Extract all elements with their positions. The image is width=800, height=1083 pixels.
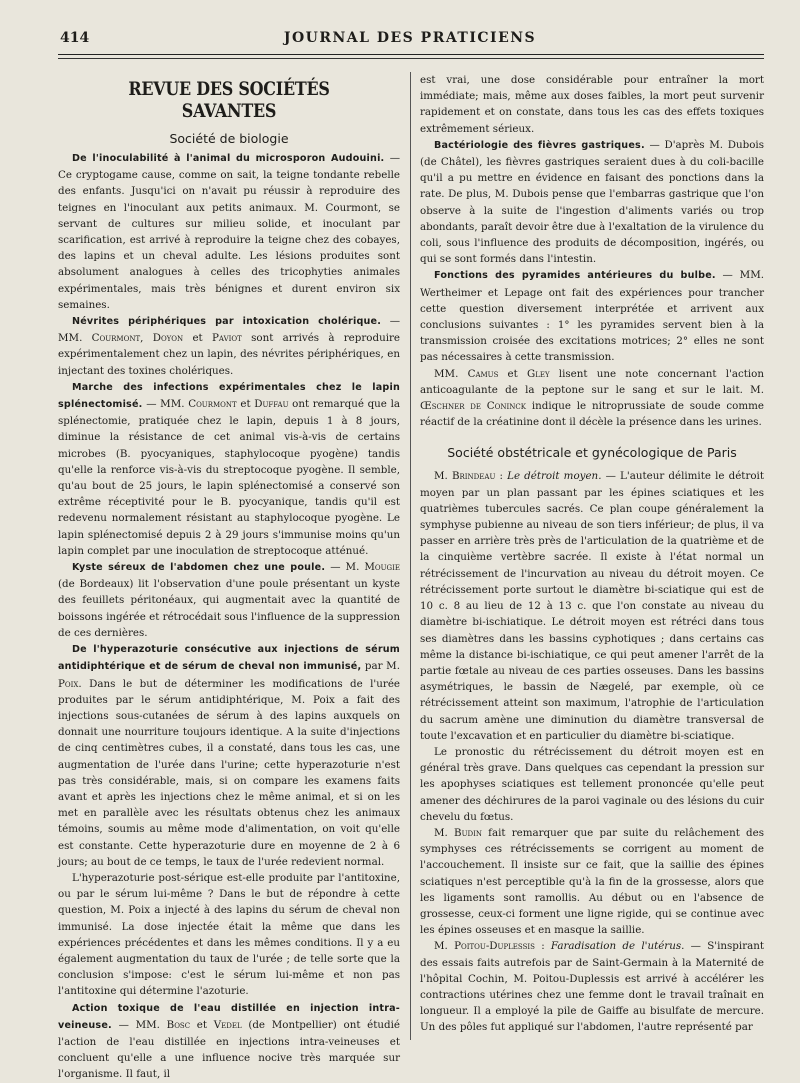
text-fragment: M. <box>434 826 454 839</box>
article-text: — MM. Wertheimer et Lepage ont fait des expériences pour trancher cette question diversement interprétée et arrivent aux conclusions suivantes : 1° les pyramides servent bien à la transmission croisée des excitations motrices; 2° elles ne sont pas nécessaires à cette transmission. <box>420 269 765 364</box>
article-text: Dubois (de Châtel), les fièvres gastriques seraient dues à du coli-bacille qu'il a pu mettre en évidence en faisant des ponctions dans la rate. De plus, M. Dubois pense que l'embarras gastrique que l'on observe à la suite de l'ingestion d'aliments variés ou trop abondants, paraît devoir être due à l'exaltation de la virulence du coli, sous l'influence des produits de décomposition, ingérés, ou qui se sont formés dans l'intestin. <box>420 138 764 266</box>
section-title: REVUE DES SOCIÉTÉS SAVANTES <box>128 78 330 122</box>
text-fragment: par M. <box>361 660 400 673</box>
page-number: 414 <box>60 30 90 46</box>
text-fragment: MM. <box>434 367 468 380</box>
left-column <box>58 72 401 1081</box>
article-fievres-gastriques <box>420 137 764 268</box>
article-eau-distillee <box>58 1000 400 1083</box>
article-text: sont arrivés à reproduire expérimentalement chez un lapin, des névrites périphériques, en injectant des toxines cholériques. <box>58 332 401 377</box>
text-fragment: : <box>534 940 551 953</box>
article-faradisation <box>420 938 764 1035</box>
author-name: Poix <box>58 677 79 690</box>
author-name: Doyon <box>152 332 184 345</box>
article-title: De l'hyperazoturie consécutive aux injections de sérum antidiphtérique et de sérum de cheval non immunisé, <box>58 644 400 673</box>
header-rule-thin <box>58 58 764 59</box>
right-column <box>420 72 764 1042</box>
society-heading-obstetricale: Société obstétricale et gynécologique de Paris <box>447 445 737 461</box>
article-text: ont remarqué que la splénectomie, pratiquée chez le lapin, depuis 1 à 8 jours, diminue la résistance de cet animal vis-à-vis de certains microbes (B. pyocyaniques, staphylocoque pyogène) tandis qu'elle la renforce vis-à-vis du streptocoque pyogène. Il semble, qu'au bout de 25 jours, le lapin splénectomisé a conservé son extrême réceptivité pour le B. pyocyanique, tandis qu'il est redevenu normalement résistant au staphylocoque pyogène. Le lapin splénectomisé depuis 2 à 29 jours s'immunise moins qu'un lapin complet par une inoculation de streptocoque atténué. <box>58 398 400 557</box>
article-text: indique le nitroprussiate de soude comme réactif de la créatinine dont il décèle la présence dans les urines. <box>420 400 764 429</box>
article-peptone <box>420 366 764 431</box>
article-hyperazoturie-p2: L'hyperazoturie post-sérique est-elle produite par l'antitoxine, ou par le sérum lui-même ? Dans le but de répondre à cette question, M. Poix a injecté à des lapins du sérum de cheval non immunisé. La dose injectée était la même que dans les expériences précédentes et dans les mêmes conditions. Il y a eu également augmentation du taux de l'urée ; de telle sorte que la conclusion s'impose: c'est le sérum lui-même et non pas l'antitoxine qui détermine l'azoturie. <box>58 871 400 998</box>
author-name: Mougie <box>364 561 401 574</box>
article-title: Action toxique de l'eau distillée en injection intra-veineuse. <box>58 1002 400 1031</box>
article-splenectomie <box>58 379 400 559</box>
article-text: . Dans le but de déterminer les modifications de l'urée produites par le sérum antidiphtérique, M. Poix a fait des injections sous-cutanées de sérum à des lapins auxquels on donnait une nourriture toujours identique. A la suite d'injections de cinq centimètres cubes, il a constaté, dans tous les cas, une augmentation de l'urée dans l'urine; cette hyperazoturie n'est pas très considérable, mais, si on compare les examens faits avant et après les injections chez le même animal, et si on les met en parallèle avec les résultats obtenus chez les animaux témoins, soumis au même mode d'alimentation, on voit qu'elle est constante. Cette hyperazoturie dure en moyenne de 2 à 6 jours; au bout de ce temps, le taux de l'urée redevient normal. <box>58 677 400 868</box>
article-title: Faradisation de l'utérus. <box>550 940 685 953</box>
author-name: Vedel <box>213 1018 242 1031</box>
article-title: Bactériologie des fièvres gastriques. <box>434 139 645 151</box>
author-name: Camus <box>467 367 499 380</box>
text-fragment: — M. <box>325 561 365 574</box>
article-text: — S'inspirant des essais faits autrefois par de Saint-Germain à la Maternité de l'hôpital Cochin, M. Poitou-Duplessis est arrivé à accélérer les contractions utérines chez une femme dont le travail traînait en longueur. Il a employé la pile de Gaiffe au bisulfate de mercure. Un des pôles fut appliqué sur l'abdomen, l'autre représenté par <box>420 940 765 1034</box>
article-detroit-moyen <box>420 468 764 743</box>
text-fragment: — MM. <box>58 315 400 345</box>
article-title: De l'inoculabilité à l'animal du microsporon Audouini. <box>72 153 385 164</box>
journal-title: JOURNAL DES PRATICIENS <box>283 30 537 46</box>
article-title: Marche des infections expérimentales chez le lapin splénectomisé. <box>58 381 400 411</box>
author-name: Œschner de Coninck <box>420 400 527 413</box>
author-name: Budin <box>454 826 482 839</box>
article-title: Kyste séreux de l'abdomen chez une poule. <box>72 562 326 574</box>
article-title: Fonctions des pyramides antérieures du bulbe. <box>434 270 716 282</box>
article-text: (de Bordeaux) lit l'observation d'une poule présentant un kyste des feuillets péritonéaux, qui augmentait avec la quantité de boissons ingérée et rétrocédait sous l'influence de la suppression de ces dernières. <box>58 578 400 639</box>
article-pyramides <box>420 267 764 365</box>
author-name: Gley <box>527 367 550 380</box>
article-detroit-moyen-p2: Le pronostic du rétrécissement du détroit moyen est en général très grave. Dans quelques cas cependant la pression sur les apophyses sciatiques est tellement prononcée qu'elle peut amener des déchirures de la paroi vaginale ou des lésions du cuir chevelu du fœtus. <box>420 745 764 823</box>
author-name: Brindeau <box>451 470 496 483</box>
author-name: Bosc <box>166 1018 191 1031</box>
author-name: Courmont <box>91 332 141 345</box>
author-name: Duffau <box>254 398 289 411</box>
author-name: Courmont <box>188 398 237 411</box>
article-text: — Ce cryptogame cause, comme on sait, la teigne tondante rebelle des enfants. Jusqu'ici on n'avait pu réussir à reproduire des teignes en l'inoculant aux petits animaux. M. Courmont, se servant de cultures sur milieu solide, et inoculant par scarification, est arrivé à reproduire la teigne chez des cobayes, des lapins et un cheval adulte. Les lésions produites sont absolument analogues à celles des tricophyties animales expérimentales, mais très bénignes et durent environ six semaines. <box>58 152 400 311</box>
article-eau-distillee-cont: est vrai, une dose considérable pour entraîner la mort immédiate; mais, même aux doses faibles, la mort peut survenir rapidement et on constate, dans tous les cas des effets toxiques extrêmement sérieux. <box>420 74 764 135</box>
society-heading-biologie: Société de biologie <box>169 131 289 146</box>
article-text: (de Montpellier) ont étudié l'action de l'eau distillée en injections intra-veineuses et concluent qu'elle a une influence nocive très marquée sur l'organisme. Il faut, il <box>58 1018 400 1081</box>
page-header <box>60 28 760 50</box>
text-fragment: lisent une note concernant l'action anticoagulante de la peptone sur le sang et sur le lait. M. <box>420 367 764 396</box>
text-fragment: M. <box>434 470 452 483</box>
author-name: Poitou-Duplessis <box>454 940 535 953</box>
article-hyperazoturie <box>58 641 400 870</box>
article-text: — L'auteur délimite le détroit moyen par un plan passant par les épines sciatiques et les quatrièmes tubercules sacrés. Ce plan coupe généralement la symphyse pubienne au niveau de son tiers inférieur; de plus, il va passer en arrière très près de l'articulation de la quatrième et de la cinquième vertèbre sacrée. Il existe à l'état normal un rétrécissement de l'incurvation au niveau du détroit moyen. Ce rétrécissement porte surtout le diamètre bi-sciatique qui est de 10 c. 8 au lieu de 12 à 13 c. que l'on constate au niveau du diamètre bi-ischiatique. Le détroit moyen est rétréci dans tous ses diamètres dans les bassins cyphotiques ; dans certains cas même la distance bi-ischiatique, ce qui peut amener l'arrêt de la partie fœtale au niveau de ces parties osseuses. Dans les bassins asymétriques, le bassin de Nægelé, par exemple, où ce rétrécissement atteint son maximum, l'atrophie de l'articulation du sacrum amène une diminution du diamètre transversal de toute l'excavation et en particulier du diamètre bi-sciatique. <box>420 470 764 742</box>
text-fragment: M. <box>434 940 455 953</box>
text-fragment: et <box>183 332 212 345</box>
text-fragment: : <box>495 470 508 483</box>
article-budin <box>420 825 764 938</box>
article-microsporon <box>58 150 400 313</box>
text-fragment: — MM. <box>111 1018 167 1031</box>
column-divider <box>410 72 411 1040</box>
article-text: fait remarquer que par suite du relâchement des symphyses ces rétrécissements se corrigent au moment de l'accouchement. Il insiste sur ce fait, que la saillie des épines sciatiques n'est perceptible qu'à la fin de la grossesse, alors que les ligaments sont ramollis. Au début ou en l'absence de grossesse, ceux-ci forment une ligne rigide, qui se continue avec les épines osseuses et en masque la saillie. <box>420 826 764 937</box>
text-fragment: et <box>190 1018 214 1031</box>
text-fragment: , <box>140 332 153 345</box>
article-title: Le détroit moyen. <box>507 470 602 483</box>
text-fragment: et <box>498 367 527 380</box>
article-kyste <box>58 559 400 641</box>
header-rule-thick <box>58 54 764 55</box>
text-fragment: — D'après M. <box>644 138 728 151</box>
article-title: Névrites périphériques par intoxication cholérique. <box>72 316 382 328</box>
text-fragment: — MM. <box>142 398 189 411</box>
text-fragment: et <box>236 398 255 411</box>
article-nevrites <box>58 313 400 379</box>
author-name: Paviot <box>211 332 242 345</box>
